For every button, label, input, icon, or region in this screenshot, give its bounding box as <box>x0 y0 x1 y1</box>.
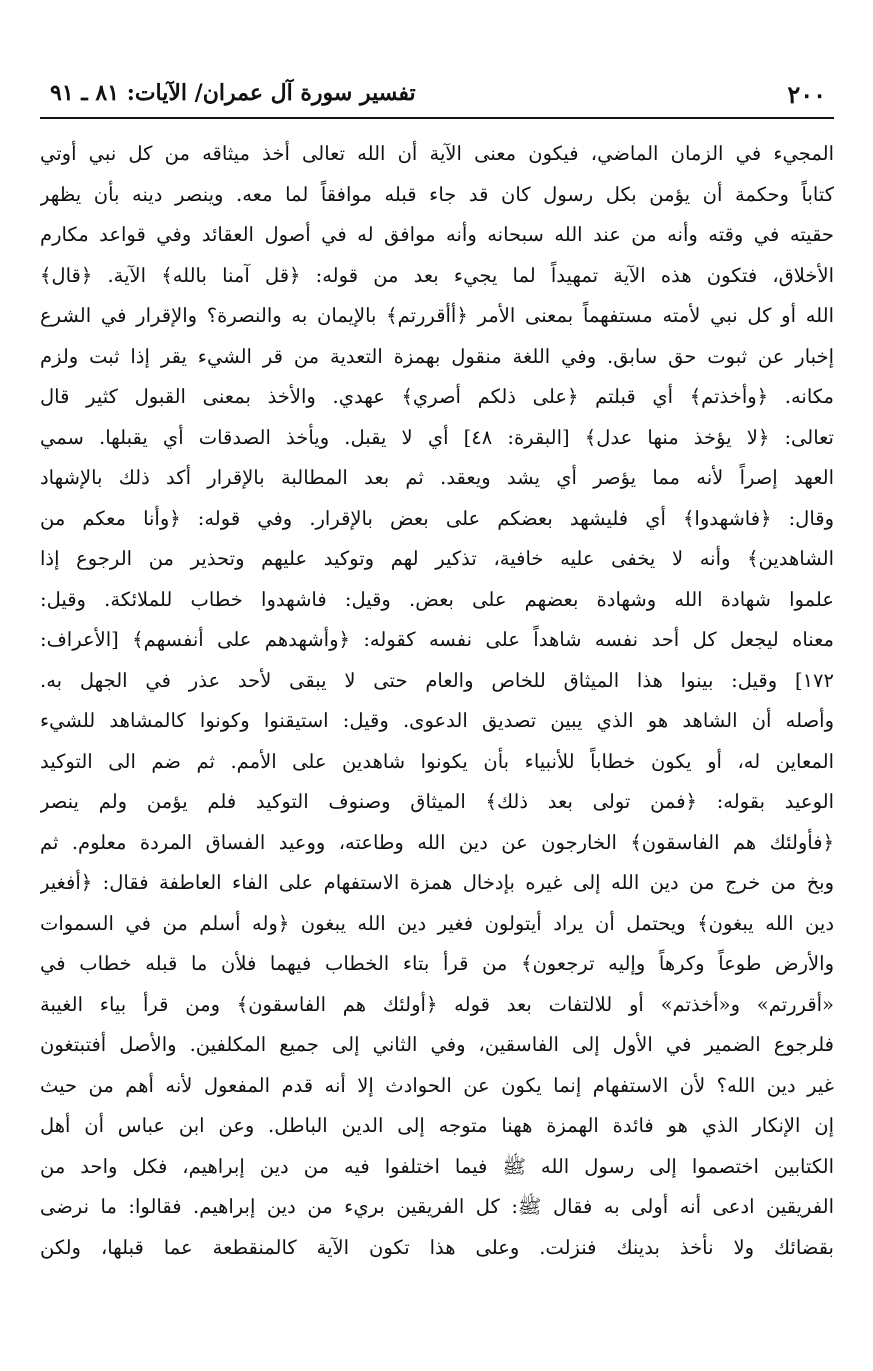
text-line: والأرض طوعاً وكرهاً وإليه ترجعون﴾ من قرأ بتاء الخطاب فيهما فلأن ما قبله خطاب في <box>40 952 834 975</box>
text-line: فلرجوع الضمير في الأول إلى الفاسقين، وفي الثاني إلى جميع المكلفين. والأصل أفتبتغون <box>40 1033 834 1056</box>
text-line: الوعيد بقوله: ﴿فمن تولى بعد ذلك﴾ الميثاق وصنوف التوكيد فلم يؤمن ولم ينصر <box>40 790 834 813</box>
header-divider <box>40 117 834 119</box>
text-line: معناه ليجعل كل أحد نفسه شاهداً على نفسه كقوله: ﴿وأشهدهم على أنفسهم﴾ [الأعراف: <box>40 628 834 651</box>
page-number: ٢٠٠ <box>787 80 826 109</box>
text-line: الله أو كل نبي لأمته مستفهماً بمعنى الأمر ﴿أأقررتم﴾ بالإيمان به والنصرة؟ والإقرار في الشرع <box>40 304 834 327</box>
text-line: وقال: ﴿فاشهدوا﴾ أي فليشهد بعضكم على بعض بالإقرار. وفي قوله: ﴿وأنا معكم من <box>40 506 834 530</box>
text-line: وبخ من خرج من دين الله إلى غيره بإدخال همزة الاستفهام على الفاء العاطفة فقال: ﴿أفغير <box>40 871 834 894</box>
text-line: دين الله يبغون﴾ ويحتمل أن يراد أيتولون فغير دين الله يبغون ﴿وله أسلم من في السموات <box>40 911 834 935</box>
body-text <box>40 134 834 1268</box>
text-line: إن الإنكار الذي هو فائدة الهمزة ههنا متوجه إلى الدين الباطل. وعن ابن عباس أن أهل <box>40 1114 834 1137</box>
text-line: الكتابين اختصموا إلى رسول الله ﷺ فيما اختلفوا فيه من دين إبراهيم، فكل واحد من <box>40 1154 834 1178</box>
text-line: مكانه. ﴿وأخذتم﴾ أي قبلتم ﴿على ذلكم أصري﴾ عهدي. والأخذ بمعنى القبول كثير قال <box>40 385 834 408</box>
text-line: حقيته في وقته وأنه من عند الله سبحانه وأنه موافق له في أصول العقائد وفي قواعد مكارم <box>40 223 834 246</box>
text-line: العهد إصراً لأنه مما يؤصر أي يشد ويعقد. ثم بعد المطالبة بالإقرار أكد ذلك بالإشهاد <box>40 466 834 489</box>
text-line: المجيء في الزمان الماضي، فيكون معنى الآية أن الله تعالى أخذ ميثاقه من كل نبي أوتي <box>40 142 834 165</box>
text-line: الفريقين ادعى أنه أولى به فقال ﷺ: كل الفريقين بريء من دين إبراهيم. فقالوا: ما نرضى <box>40 1195 834 1218</box>
text-line: ١٧٢] وقيل: بينوا هذا الميثاق للخاص والعام حتى لا يبقى لأحد عذر في الجهل به. <box>40 668 834 692</box>
text-line: كتاباً وحكمة أن يؤمن بكل رسول كان قد جاء قبله موافقاً لما معه. وينصر دينه بأن يظهر <box>40 182 834 206</box>
text-line: غير دين الله؟ لأن الاستفهام إنما يكون عن الحوادث إلا أنه قدم المفعول لأنه أهم من حيث <box>40 1073 834 1097</box>
text-line: إخبار عن ثبوت حق سابق. وفي اللغة منقول بهمزة التعدية من قر الشيء يقر إذا ثبت ولزم <box>40 344 834 368</box>
running-title: تفسير سورة آل عمران/ الآيات: ٨١ ـ ٩١ <box>50 80 416 106</box>
text-line: بقضائك ولا نأخذ بدينك فنزلت. وعلى هذا تكون الآية كالمنقطعة عما قبلها، ولكن <box>40 1235 834 1259</box>
text-line: وأصله أن الشاهد هو الذي يبين تصديق الدعوى. وقيل: استيقنوا وكونوا كالمشاهد للشيء <box>40 709 834 732</box>
text-line: علموا شهادة الله وشهادة بعضهم على بعض. وقيل: فاشهدوا خطاب للملائكة. وقيل: <box>40 587 834 611</box>
text-line: الأخلاق، فتكون هذه الآية تمهيداً لما يجيء بعد من قوله: ﴿قل آمنا بالله﴾ الآية. ﴿قال﴾ <box>40 263 834 287</box>
page-header <box>40 76 834 116</box>
text-line: «أقررتم» و«أخذتم» أو للالتفات بعد قوله ﴿أولئك هم الفاسقون﴾ ومن قرأ بياء الغيبة <box>40 992 834 1016</box>
text-line: المعاين له، أو يكون خطاباً للأنبياء بأن يكونوا شاهدين على الأمم. ثم ضم الى التوكيد <box>40 749 834 773</box>
text-line: تعالى: ﴿لا يؤخذ منها عدل﴾ [البقرة: ٤٨] أي لا يقبل. ويأخذ الصدقات أي يقبلها. سمي <box>40 425 834 449</box>
text-line: ﴿فأولئك هم الفاسقون﴾ الخارجون عن دين الله وطاعته، ووعيد الفساق المردة معلوم. ثم <box>40 830 834 854</box>
text-line: الشاهدين﴾ وأنه لا يخفى عليه خافية، تذكير لهم وتوكيد عليهم وتحذير من الرجوع إذا <box>40 547 834 570</box>
